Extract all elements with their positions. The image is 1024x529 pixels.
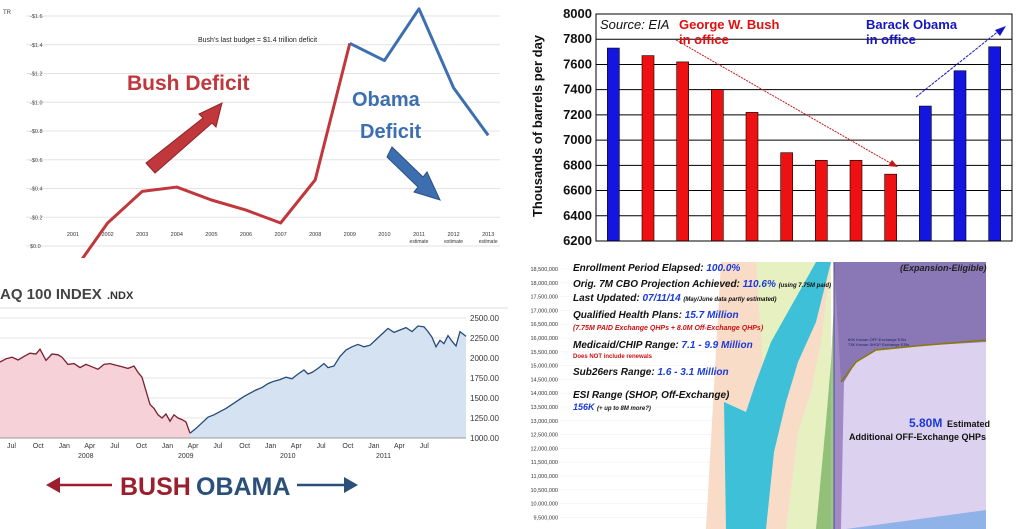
nasdaq-chart xyxy=(0,268,508,529)
source-label: Source: EIA xyxy=(600,17,670,32)
x-tick-label: Oct xyxy=(342,443,354,450)
x-tick-label: Apr xyxy=(187,443,199,450)
bush-arrowhead xyxy=(46,477,60,493)
x-tick-label: Jul xyxy=(419,443,429,450)
y-tick-label: -$0.6 xyxy=(30,157,43,164)
bush-label: BUSH xyxy=(120,473,191,501)
y-tick-label: 7600 xyxy=(563,56,592,72)
last-updated-line: Last Updated: 07/11/14 (May/June data partly estimated) xyxy=(573,293,777,304)
y-tick-label: 7200 xyxy=(563,106,592,122)
x-tick-label: Apr xyxy=(394,443,405,450)
bush-deficit-label: Bush Deficit xyxy=(127,72,250,95)
x-tick-label: 2004 xyxy=(170,232,183,238)
estimate-caption: Additional OFF-Exchange QHPs xyxy=(849,432,987,442)
bush-office-label-2: in office xyxy=(679,32,729,47)
expansion-eligible-label: (Expansion-Eligible) xyxy=(900,263,987,273)
y-tick-label: 6800 xyxy=(563,157,592,173)
plot-frame xyxy=(596,14,1012,241)
sub26ers-line: Sub26ers Range: 1.6 - 3.1 Million xyxy=(573,367,729,378)
y-tick-label: 15,000,000 xyxy=(530,363,558,370)
rise-arrowhead xyxy=(995,26,1006,36)
x-tick-note: estimate xyxy=(409,239,429,245)
x-tick-label: 2006 xyxy=(239,232,253,238)
shop-esi-note: 73K Known SHOP Exchange ESIs xyxy=(848,342,910,347)
bar xyxy=(885,174,897,241)
x-tick-label: 2002 xyxy=(101,232,114,238)
x-tick-label: 2008 xyxy=(309,232,322,238)
enrollment-elapsed-key: Enrollment Period Elapsed: 100.0% xyxy=(573,263,741,274)
decline-arrowhead xyxy=(888,160,898,167)
y-tick-label: 14,000,000 xyxy=(530,391,558,398)
deficit-chart-panel xyxy=(0,0,500,258)
y-tick-label: 11,500,000 xyxy=(530,460,558,467)
qhp-line: Qualified Health Plans: 15.7 Million xyxy=(573,310,739,321)
x-tick-label: Jul xyxy=(213,443,223,450)
x-tick-label: Oct xyxy=(136,443,147,450)
oil-production-chart xyxy=(516,0,1024,258)
y-tick-label: $0.0 xyxy=(30,244,41,250)
y-tick-label: 1750.00 xyxy=(470,374,499,383)
y-tick-label: 10,000,000 xyxy=(530,501,558,508)
y-tick-label: 9,500,000 xyxy=(533,515,558,522)
y-tick-label: -$0.4 xyxy=(30,186,43,193)
chart-title: Bush's last budget = $1.4 trillion deficit xyxy=(198,37,318,44)
esi-range-line: ESI Range (SHOP, Off-Exchange) xyxy=(573,390,730,401)
y-tick-label: 7400 xyxy=(563,81,592,97)
bar xyxy=(677,62,689,241)
oil-production-chart-panel xyxy=(516,0,1024,258)
x-tick-label: Oct xyxy=(32,443,44,450)
y-tick-label: 16,000,000 xyxy=(530,336,558,342)
x-tick-label: 2001 xyxy=(66,232,80,238)
x-tick-label: Apr xyxy=(290,443,302,450)
y-tick-label: -$0.8 xyxy=(30,129,43,135)
x-tick-label: Jan xyxy=(161,443,174,450)
y-tick-label: 1000.00 xyxy=(470,434,499,443)
y-tick-label: 12,000,000 xyxy=(530,446,558,453)
x-tick-label: 2012 xyxy=(447,232,460,238)
bar xyxy=(954,71,966,241)
esi-value-line: 156K (+ up to 8M more?) xyxy=(573,402,651,412)
obama-area xyxy=(190,326,466,438)
y-tick-label: 11,000,000 xyxy=(530,474,558,480)
y-tick-label: 15,500,000 xyxy=(530,349,558,356)
y-axis-label: Thousands of barrels per day xyxy=(530,34,545,218)
bar xyxy=(850,160,862,241)
y-tick-label: 17,000,000 xyxy=(530,308,558,315)
y-tick-label: -$1.6 xyxy=(30,14,43,20)
bar xyxy=(607,48,619,241)
y-tick-label: 10,500,000 xyxy=(530,487,558,494)
obama-arrowhead xyxy=(344,477,358,493)
obama-label: OBAMA xyxy=(196,473,291,501)
cbo-projection-line: Orig. 7M CBO Projection Achieved: 110.6% (using 7.75M paid) xyxy=(573,279,831,290)
deficit-chart xyxy=(0,0,500,258)
x-tick-label: Jan xyxy=(265,443,277,450)
x-tick-label: Apr xyxy=(84,443,96,450)
medicaid-line: Medicaid/CHIP Range: 7.1 - 9.9 Million xyxy=(573,340,753,351)
estimate-word: Estimated xyxy=(947,419,991,429)
x-tick-label: 2010 xyxy=(378,232,391,238)
offexchange-esi-note: 60K Known OFF-Exchange ESIs xyxy=(848,337,907,342)
obama-office-label-1: Barack Obama xyxy=(866,17,958,32)
y-tick-label: 18,000,000 xyxy=(530,280,558,287)
bar xyxy=(711,90,723,241)
renewals-note: Does NOT include renewals xyxy=(573,354,653,360)
y-tick-label: 6600 xyxy=(563,182,592,198)
y-tick-label: 12,500,000 xyxy=(530,432,558,439)
x-tick-label: 2003 xyxy=(136,232,149,238)
y-tick-label: -$1.4 xyxy=(30,42,43,49)
year-label: 2009 xyxy=(178,453,194,460)
y-tick-label: -$0.2 xyxy=(30,215,43,222)
y-tick-label: 8000 xyxy=(563,6,592,21)
x-tick-label: 2005 xyxy=(205,232,218,238)
x-tick-label: Jul xyxy=(7,443,16,450)
bar xyxy=(746,112,758,241)
y-tick-label: 17,500,000 xyxy=(530,294,558,301)
x-tick-note: estimate xyxy=(444,239,464,245)
index-title: AQ 100 INDEX xyxy=(0,286,102,303)
index-ticker: .NDX xyxy=(107,290,134,302)
y-tick-label: 13,500,000 xyxy=(530,405,558,411)
aca-enrollment-chart xyxy=(516,262,1024,529)
obama-deficit-label-2: Deficit xyxy=(360,121,422,143)
y-tick-label: -$1.0 xyxy=(30,100,43,107)
x-tick-label: Jul xyxy=(110,443,120,450)
y-tick-label: 6400 xyxy=(563,207,592,223)
qhp-detail-line: (7.75M PAID Exchange QHPs + 8.0M Off-Exchange QHPs) xyxy=(573,325,764,332)
y-tick-label: 2000.00 xyxy=(470,354,499,363)
x-tick-label: Jan xyxy=(58,443,70,450)
bar xyxy=(919,106,931,241)
x-tick-label: 2007 xyxy=(274,232,287,238)
y-tick-label: 18,500,000 xyxy=(530,267,558,273)
x-tick-note: estimate xyxy=(478,239,498,245)
bar xyxy=(642,56,654,241)
estimate-value: 5.80M xyxy=(909,416,943,430)
x-tick-label: Oct xyxy=(239,443,251,450)
bush-area xyxy=(0,349,190,438)
y-axis-label: TR xyxy=(3,10,11,16)
bar xyxy=(815,160,827,241)
aca-enrollment-chart-panel xyxy=(516,262,1024,529)
y-tick-label: 13,000,000 xyxy=(530,418,558,425)
bush-office-label-1: George W. Bush xyxy=(679,17,780,32)
decline-trend-arrow xyxy=(676,40,892,164)
year-label: 2008 xyxy=(78,453,94,460)
y-tick-label: -$1.2 xyxy=(30,71,43,78)
obama-deficit-label-1: Obama xyxy=(352,89,420,111)
x-tick-label: 2013 xyxy=(482,232,495,238)
y-tick-label: 7800 xyxy=(563,31,592,47)
y-tick-label: 2250.00 xyxy=(470,334,499,343)
x-tick-label: 2011 xyxy=(413,232,425,238)
y-tick-label: 16,500,000 xyxy=(530,322,558,329)
nasdaq-chart-panel xyxy=(0,268,508,529)
y-tick-label: 6200 xyxy=(563,233,592,248)
y-tick-label: 14,500,000 xyxy=(530,377,558,384)
x-tick-label: Jan xyxy=(368,443,380,450)
x-tick-label: 2009 xyxy=(343,232,356,238)
y-tick-label: 7000 xyxy=(563,132,592,148)
y-tick-label: 1500.00 xyxy=(470,394,499,403)
year-label: 2011 xyxy=(376,453,392,460)
x-tick-label: Jul xyxy=(316,443,326,450)
year-label: 2010 xyxy=(280,453,296,460)
bar xyxy=(989,47,1001,241)
y-tick-label: 2500.00 xyxy=(470,314,499,323)
bar xyxy=(781,153,793,241)
y-tick-label: 1250.00 xyxy=(470,414,499,423)
obama-office-label-2: in office xyxy=(866,32,916,47)
